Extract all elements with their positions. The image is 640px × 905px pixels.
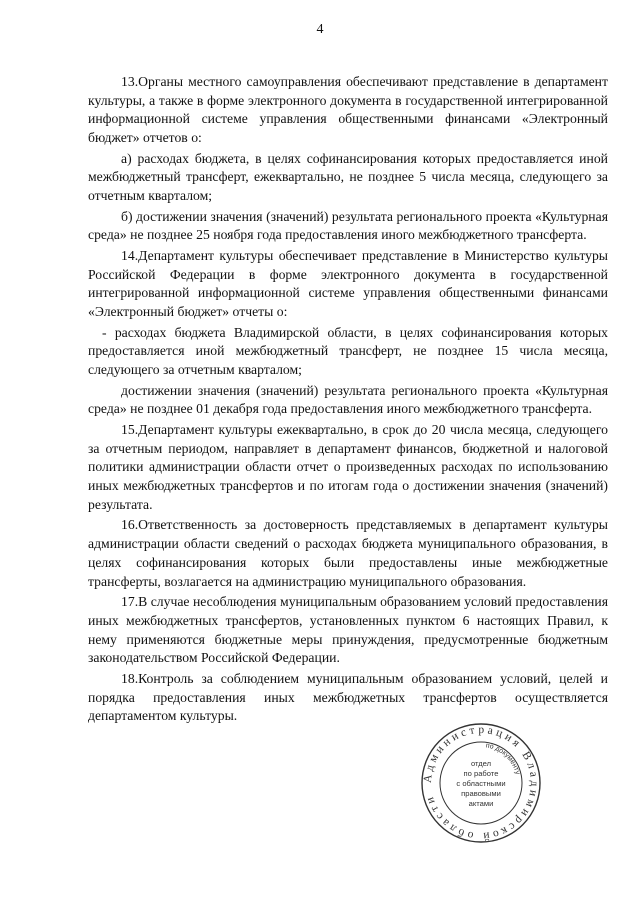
paragraph-14-a: - расходах бюджета Владимирской области, в целях софинансирования которых предоставляется иной межбюджетный трансферт, не позднее 15 числа месяца, следующего за отчетным кварталом; <box>88 324 608 378</box>
paragraph-14: 14.Департамент культуры обеспечивает представление в Министерство культуры Российской Федерации в форме электронного документа в государственной интегрированной информационной системе управления общественными финансами «Электронный бюджет» отчеты о: <box>88 248 608 320</box>
paragraph-13-b: б) достижении значения (значений) результата регионального проекта «Культурная среда» не позднее 25 ноября года предоставления иного межбюджетного трансферта. <box>88 208 608 243</box>
stamp-center-line-1: отдел <box>470 759 492 768</box>
stamp-inner-ring-text: по документу <box>485 742 521 776</box>
document-body <box>88 73 608 728</box>
paragraph-18: 18.Контроль за соблюдением муниципальным образованием условий, целей и порядка предоставления иных межбюджетных трансфертов осуществляется департаментом культуры. <box>88 670 608 724</box>
stamp-center-line-4: правовыми <box>461 789 501 798</box>
stamp-center-line-5: актами <box>468 799 494 808</box>
paragraph-14-b: достижении значения (значений) результата регионального проекта «Культурная среда» не позднее 01 декабря года предоставления иного межбюджетного трансферта. <box>88 382 608 417</box>
paragraph-17: 17.В случае несоблюдения муниципальным образованием условий предоставления иных межбюджетных трансфертов, установленных пунктом 6 настоящих Правил, к нему применяются бюджетные меры принуждения, предусмотренные бюджетным законодательством Российской Федерации. <box>88 594 608 666</box>
paragraph-16: 16.Ответственность за достоверность представляемых в департамент культуры администрации области сведений о расходах бюджета муниципального образования, в целях софинансирования которых были предоставлены иные межбюджетные трансферты, возлагается на администрацию муниципального образования. <box>88 517 608 589</box>
paragraph-13: 13.Органы местного самоуправления обеспечивают представление в департамент культуры, а также в форме электронного документа в государственной интегрированной информационной системе управления общественными финансами «Электронный бюджет» отчетов о: <box>88 74 608 146</box>
stamp-center-line-2: по работе <box>463 769 499 778</box>
paragraph-13-a: а) расходах бюджета, в целях софинансирования которых предоставляется иной межбюджетный трансферт, ежеквартально, не позднее 5 числа месяца, следующего за отчетным кварталом; <box>88 150 608 204</box>
paragraph-15: 15.Департамент культуры ежеквартально, в срок до 20 числа месяца, следующего за отчетным периодом, направляет в департамент финансов, бюджетной и налоговой политики администрации области отчет о произведенных расходах по использованию иных межбюджетных трансфертов и по итогам года о достижении значения (значений) результата. <box>88 422 608 512</box>
page-number: 4 <box>316 22 324 37</box>
stamp-center-line-3: с областными <box>456 779 506 788</box>
official-stamp <box>420 722 542 844</box>
stamp-outer-text: Администрация Владимирской области <box>421 723 541 843</box>
